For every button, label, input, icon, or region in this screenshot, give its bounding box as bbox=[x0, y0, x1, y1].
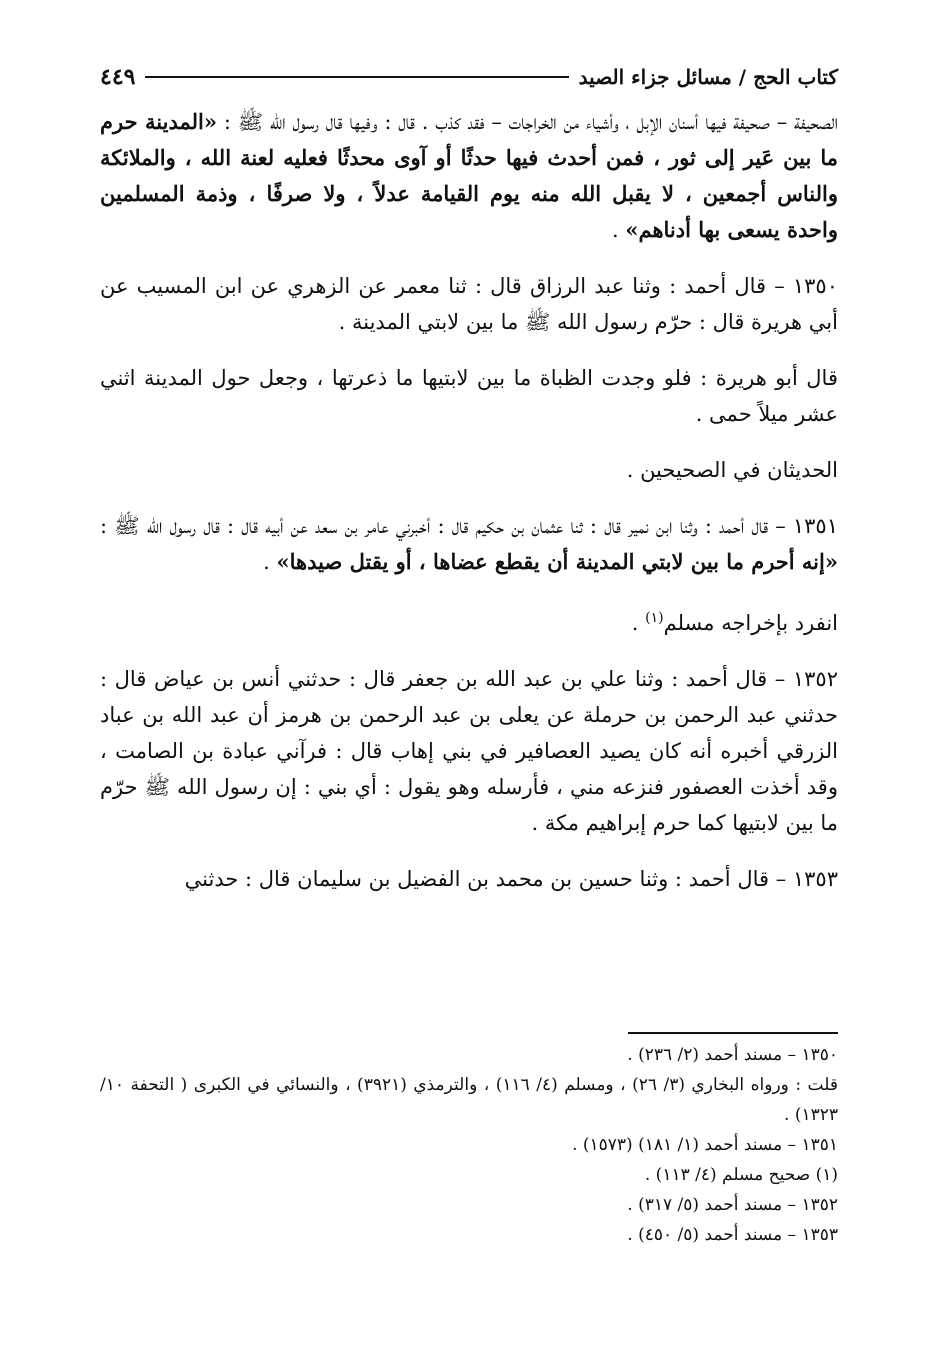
hadith-1352-text: – قال أحمد : وثنا علي بن عبد الله بن جعفر قال : حدثني أنس بن عياض قال : حدثني عبد الرحمن بن حرملة عن يعلى بن عبد الرحمن بن هرمز أن عبد الله بن عباد الزرقي أخبره أنه كان يصيد العصافير في بني إهاب قال : فرآني عبادة بن الصامت ، وقد أخذت العصفور فنزعه مني ، فأرسله وهو يقول : أي بني : إن رسول الله ﷺ حرّم ما بين لابتيها كما حرم إبراهيم مكة . bbox=[100, 667, 838, 835]
footnote-ref-1: (١) bbox=[645, 610, 664, 626]
footnote-1352: ١٣٥٢ – مسند أحمد (٥/ ٣١٧) . bbox=[627, 1195, 838, 1215]
paragraph-abu-hurayra: قال أبو هريرة : فلو وجدت الظباة ما بين لابتيها ما ذعرتها ، وجعل حول المدينة اثني عشر ميلاً حمى . bbox=[100, 366, 838, 426]
page-header bbox=[100, 60, 838, 94]
paragraph-sahihayn: الحديثان في الصحيحين . bbox=[626, 458, 838, 482]
header-rule bbox=[145, 76, 568, 78]
hadith-number-1352: ١٣٥٢ bbox=[792, 667, 838, 691]
footnote-1351: ١٣٥١ – مسند أحمد (١/ ١٨١) (١٥٧٣) . bbox=[572, 1135, 838, 1155]
paragraph-muslim-text: انفرد بإخراجه مسلم bbox=[663, 611, 838, 635]
running-title: كتاب الحج / مسائل جزاء الصيد bbox=[578, 65, 838, 89]
footnote-separator bbox=[628, 1032, 838, 1034]
paragraph-muslim-end: . bbox=[631, 611, 646, 635]
hadith-1350-text: – قال أحمد : وثنا عبد الرزاق قال : ثنا معمر عن الزهري عن ابن المسيب عن أبي هريرة قال : حرّم رسول الله ﷺ ما بين لابتي المدينة . bbox=[100, 274, 838, 334]
page-number: ٤٤٩ bbox=[100, 64, 136, 90]
paragraph-1-intro: الصحيفة – صحيفة فيها أسنان الإبل ، وأشياء من الخراجات – فقد كذب . قال : وفيها قال رسول الله ﷺ : bbox=[217, 110, 839, 134]
hadith-1352 bbox=[100, 661, 838, 841]
hadith-1351 bbox=[100, 508, 838, 580]
main-text bbox=[100, 104, 838, 897]
footnotes bbox=[100, 1040, 838, 1250]
hadith-1353-text: – قال أحمد : وثنا حسين بن محمد بن الفضيل بن سليمان قال : حدثني bbox=[184, 867, 793, 891]
paragraph-1 bbox=[100, 104, 838, 248]
footnote-1350: ١٣٥٠ – مسند أحمد (٢/ ٢٣٦) . bbox=[627, 1045, 838, 1065]
hadith-1351-end: . bbox=[263, 550, 277, 574]
hadith-number-1353: ١٣٥٣ bbox=[792, 867, 838, 891]
hadith-1353 bbox=[100, 861, 838, 897]
hadith-1350 bbox=[100, 268, 838, 340]
hadith-1351-intro: – قال أحمد : وثنا ابن نمير قال : ثنا عثمان بن حكيم قال : أخبرني عامر بن سعد عن أبيه قال : قال رسول الله ﷺ : bbox=[100, 514, 793, 538]
hadith-number-1351: ١٣٥١ bbox=[792, 514, 838, 538]
hadith-quote-1351: «إنه أحرم ما بين لابتي المدينة أن يقطع عضاها ، أو يقتل صيدها» bbox=[276, 549, 838, 574]
footnote-ref-muslim: (١) صحيح مسلم (٤/ ١١٣) . bbox=[644, 1165, 838, 1185]
paragraph-muslim bbox=[100, 600, 838, 641]
hadith-number-1350: ١٣٥٠ bbox=[792, 274, 838, 298]
hadith-quote-1: «المدينة حرم ما بين عَير إلى ثور ، فمن أحدث فيها حدثًا أو آوى محدثًا فعليه لعنة الله ، والملائكة والناس أجمعين ، لا يقبل الله منه يوم القيامة عدلاً ، ولا صرفًا ، وذمة المسلمين واحدة يسعى بها أدناهم» bbox=[100, 109, 838, 242]
paragraph-1-end: . bbox=[611, 218, 626, 242]
footnote-1353: ١٣٥٣ – مسند أحمد (٥/ ٤٥٠) . bbox=[627, 1225, 838, 1245]
footnote-1350-note: قلت : ورواه البخاري (٣/ ٢٦) ، ومسلم (٤/ ١١٦) ، والترمذي (٣٩٢١) ، والنسائي في الكبرى ( التحفة ١٠/ ١٣٢٣) . bbox=[100, 1075, 838, 1125]
